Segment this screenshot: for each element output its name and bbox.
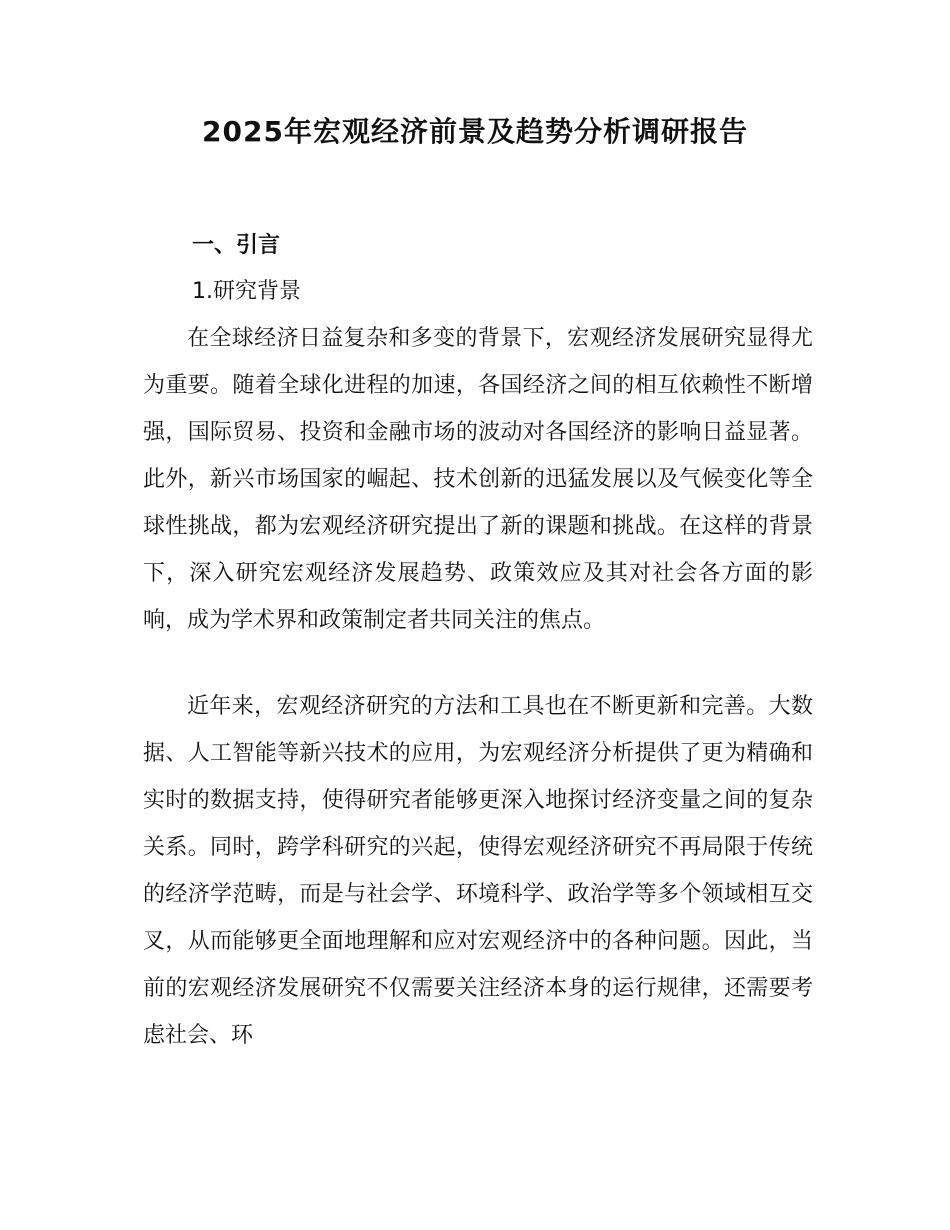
document-title: 2025年宏观经济前景及趋势分析调研报告 [202,115,748,148]
paragraph-1: 在全球经济日益复杂和多变的背景下，宏观经济发展研究显得尤为重要。随着全球化进程的加速，各国经济之间的相互依赖性不断增强，国际贸易、投资和金融市场的波动对各国经济的影响日益显著。此外，新兴市场国家的崛起、技术创新的迅猛发展以及气候变化等全球性挑战，都为宏观经济研究提出了新的课题和挑战。在这样的背景下，深入研究宏观经济发展趋势、政策效应及其对社会各方面的影响，成为学术界和政策制定者共同关注的焦点。 [143,326,813,633]
paragraph-2: 近年来，宏观经济研究的方法和工具也在不断更新和完善。大数据、人工智能等新兴技术的应用，为宏观经济分析提供了更为精确和实时的数据支持，使得研究者能够更深入地探讨经济变量之间的复杂关系。同时，跨学科研究的兴起，使得宏观经济研究不再局限于传统的经济学范畴，而是与社会学、环境科学、政治学等多个领域相互交叉，从而能够更全面地理解和应对宏观经济中的各种问题。因此，当前的宏观经济发展研究不仅需要关注经济本身的运行规律，还需要考虑社会、环 [143,694,813,1048]
subsection-heading: 1.研究背景 [192,279,301,304]
section-heading: 一、引言 [192,233,281,258]
